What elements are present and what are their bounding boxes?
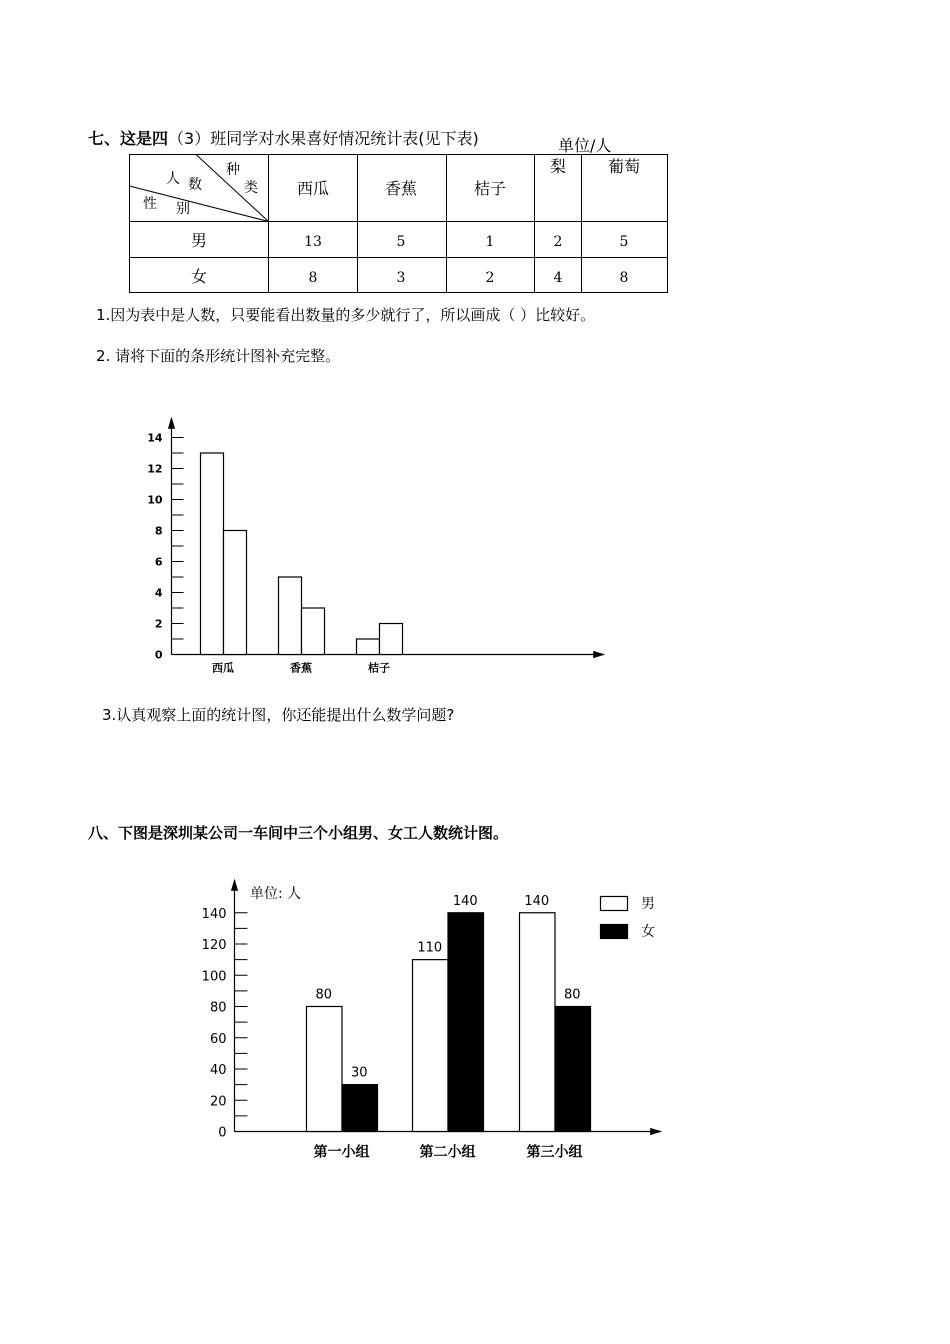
column-header: 梨 <box>549 157 567 176</box>
table-cell: 2 <box>553 234 563 250</box>
data-label: 140 <box>452 893 478 909</box>
category-label: 桔子 <box>368 661 390 675</box>
table-cell: 3 <box>396 270 406 286</box>
data-label: 110 <box>417 940 443 956</box>
row-label: 男 <box>190 231 208 250</box>
fruit-bar-chart <box>0 400 950 690</box>
column-header: 葡萄 <box>607 157 641 176</box>
q7-title-bold: 这是四 <box>120 129 169 148</box>
table-cell: 8 <box>619 270 629 286</box>
q7-title-rest: （3）班同学对水果喜好情况统计表(见下表) <box>168 129 479 148</box>
q7-sub-question-3: 3.认真观察上面的统计图，你还能提出什么数学问题? <box>102 706 455 724</box>
bar <box>520 913 556 1132</box>
bar <box>380 624 403 655</box>
legend-swatch <box>601 897 628 911</box>
bar <box>555 1007 591 1132</box>
category-label: 第二小组 <box>419 1144 476 1161</box>
category-label: 第三小组 <box>526 1144 583 1161</box>
bar <box>302 608 325 655</box>
y-tick-label: 140 <box>201 906 227 922</box>
q7-sub-question-1: 1.因为表中是人数，只要能看出数量的多少就行了，所以画成（ ）比较好。 <box>96 306 596 324</box>
table-cell: 5 <box>396 234 406 250</box>
bar <box>201 453 224 655</box>
y-axis-label: 单位: 人 <box>250 886 302 902</box>
table-cell: 5 <box>619 234 629 250</box>
column-header: 桔子 <box>473 179 507 198</box>
data-label: 30 <box>350 1065 368 1081</box>
y-tick-label: 80 <box>209 1000 227 1016</box>
column-header: 香蕉 <box>384 179 418 198</box>
header-diag-mid-1: 人 <box>166 171 180 187</box>
table-cell: 2 <box>485 270 495 286</box>
y-tick-label: 14 <box>147 431 163 445</box>
q7-sub-question-2: 2. 请将下面的条形统计图补充完整。 <box>96 347 341 365</box>
table-cell: 4 <box>553 270 563 286</box>
y-tick-label: 10 <box>147 493 163 507</box>
y-tick-label: 12 <box>147 462 163 476</box>
y-tick-label: 40 <box>209 1063 227 1078</box>
y-tick-label: 2 <box>154 617 163 631</box>
category-label: 西瓜 <box>212 661 234 675</box>
bar <box>357 639 380 655</box>
column-header: 西瓜 <box>296 179 330 198</box>
y-tick-label: 8 <box>154 524 163 538</box>
q7-number: 七、 <box>88 129 121 148</box>
y-tick-label: 0 <box>218 1125 227 1141</box>
data-label: 140 <box>524 893 550 909</box>
header-diag-top-right-2: 类 <box>244 180 258 196</box>
y-tick-label: 120 <box>201 938 227 953</box>
header-diag-bottom-left-2: 别 <box>176 201 190 217</box>
legend-label: 男 <box>641 896 655 912</box>
category-label: 香蕉 <box>290 661 312 675</box>
header-diag-top-right-1: 种 <box>226 162 240 178</box>
y-tick-label: 100 <box>201 969 227 985</box>
y-tick-label: 60 <box>209 1031 227 1047</box>
row-label: 女 <box>190 267 208 286</box>
worker-bar-chart <box>0 870 950 1180</box>
header-diag-bottom-left-1: 性 <box>143 196 157 212</box>
table-unit-label: 单位/人 <box>558 136 612 155</box>
legend-label: 女 <box>641 924 655 940</box>
bar <box>307 1007 343 1132</box>
bar <box>448 913 484 1132</box>
table-cell: 8 <box>308 270 318 286</box>
data-label: 80 <box>563 987 581 1003</box>
data-label: 80 <box>315 987 333 1003</box>
fruit-table <box>0 0 950 300</box>
category-label: 第一小组 <box>313 1144 370 1161</box>
y-tick-label: 6 <box>154 555 163 569</box>
q8-title: 八、下图是深圳某公司一车间中三个小组男、女工人数统计图。 <box>88 824 509 842</box>
bar <box>279 577 302 655</box>
y-tick-label: 20 <box>209 1094 227 1110</box>
bar <box>224 531 247 655</box>
table-cell: 1 <box>485 234 495 250</box>
bar <box>342 1085 378 1132</box>
legend-swatch <box>601 925 628 939</box>
table-cell: 13 <box>304 234 322 250</box>
header-diag-mid-2: 数 <box>188 177 202 193</box>
y-tick-label: 4 <box>154 586 163 600</box>
y-tick-label: 0 <box>154 648 163 662</box>
bar <box>413 960 449 1132</box>
